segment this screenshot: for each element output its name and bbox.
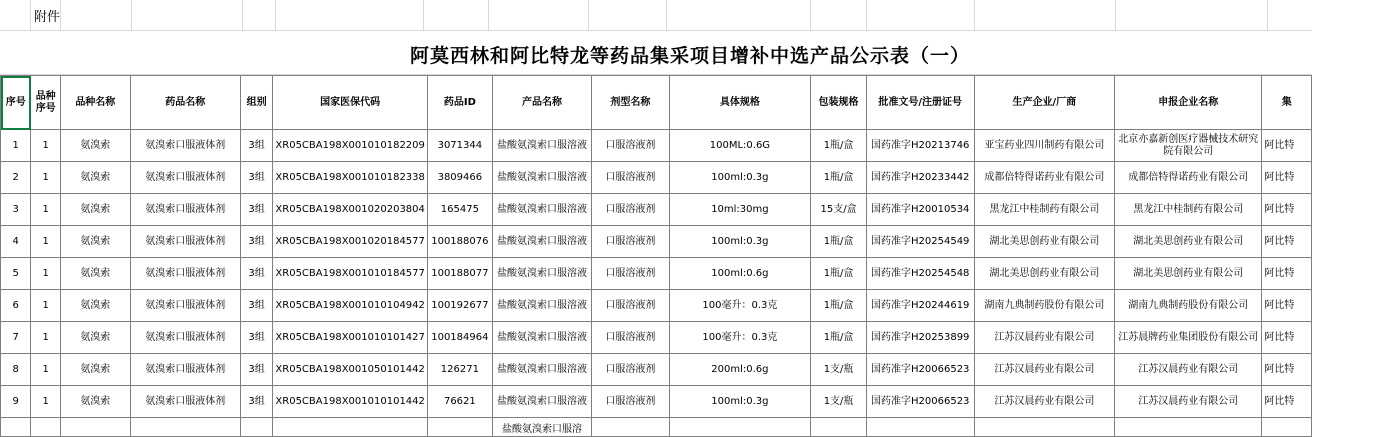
table-cell[interactable] <box>31 418 60 437</box>
table-cell[interactable]: 100184964 <box>427 322 492 354</box>
table-cell[interactable]: 阿比特 <box>1262 322 1312 354</box>
header-row <box>1 76 1312 130</box>
table-cell[interactable]: 3组 <box>240 130 273 162</box>
table-cell[interactable]: 100ml:0.3g <box>669 226 811 258</box>
table-cell[interactable]: 1 <box>31 354 60 386</box>
table-row <box>1 226 1312 258</box>
header-cell[interactable]: 剂型名称 <box>592 76 669 130</box>
header-cell[interactable]: 包装规格 <box>811 76 866 130</box>
table-cell[interactable]: 江苏汉晨药业有限公司 <box>974 354 1114 386</box>
table-cell[interactable]: 8 <box>1 354 31 386</box>
table-cell[interactable] <box>592 418 669 437</box>
table-cell[interactable]: 江苏汉晨药业有限公司 <box>1115 354 1262 386</box>
grid-cell[interactable] <box>975 0 1116 30</box>
table-cell[interactable]: 黑龙江中桂制药有限公司 <box>974 194 1114 226</box>
table-cell[interactable]: XR05CBA198X001010182209 <box>273 130 428 162</box>
table-cell[interactable]: 1 <box>1 130 31 162</box>
header-cell[interactable]: 具体规格 <box>669 76 811 130</box>
table-cell[interactable]: 国药准字H20066523 <box>866 386 974 418</box>
table-cell[interactable]: 100ml:0.3g <box>669 162 811 194</box>
table-row <box>1 322 1312 354</box>
table-cell[interactable]: 100ml:0.6g <box>669 258 811 290</box>
table-cell[interactable]: XR05CBA198X001010184577 <box>273 258 428 290</box>
table-cell[interactable]: 口服溶液剂 <box>592 322 669 354</box>
table-cell[interactable]: 口服溶液剂 <box>592 194 669 226</box>
table-cell[interactable]: 湖南九典制药股份有限公司 <box>974 290 1114 322</box>
grid-cell[interactable] <box>243 0 276 30</box>
table-cell[interactable] <box>866 418 974 437</box>
table-cell[interactable]: 氨溴索 <box>60 290 130 322</box>
table-cell[interactable]: 国药准字H20253899 <box>866 322 974 354</box>
table-cell[interactable] <box>1 418 31 437</box>
table-cell[interactable]: 1瓶/盒 <box>811 322 866 354</box>
annex-label: 附件 <box>34 10 61 25</box>
table-row <box>1 258 1312 290</box>
grid-cell[interactable] <box>132 0 243 30</box>
header-cell[interactable]: 产品名称 <box>492 76 591 130</box>
table-cell[interactable]: 阿比特 <box>1262 290 1312 322</box>
table-cell[interactable]: 7 <box>1 322 31 354</box>
header-cell[interactable]: 批准文号/注册证号 <box>866 76 974 130</box>
table-cell[interactable]: 国药准字H20254549 <box>866 226 974 258</box>
table-row <box>1 386 1312 418</box>
table-cell[interactable] <box>273 418 428 437</box>
table-cell[interactable]: 1 <box>31 226 60 258</box>
grid-cell[interactable] <box>424 0 489 30</box>
table-cell[interactable]: 黑龙江中桂制药有限公司 <box>1115 194 1262 226</box>
table-cell[interactable]: XR05CBA198X001020203804 <box>273 194 428 226</box>
table-cell[interactable]: 盐酸氨溴索口服溶液 <box>492 354 591 386</box>
table-cell[interactable]: 3809466 <box>427 162 492 194</box>
table-cell[interactable]: 6 <box>1 290 31 322</box>
header-cell[interactable]: 药品ID <box>427 76 492 130</box>
table-cell[interactable]: 氨溴索 <box>60 194 130 226</box>
header-cell[interactable]: 药品名称 <box>130 76 240 130</box>
table-cell[interactable]: 1 <box>31 386 60 418</box>
table-cell[interactable]: 100188077 <box>427 258 492 290</box>
table-cell[interactable]: 100188076 <box>427 226 492 258</box>
table-cell[interactable]: XR05CBA198X001010182338 <box>273 162 428 194</box>
table-cell[interactable] <box>60 418 130 437</box>
table-cell[interactable]: 国药准字H20233442 <box>866 162 974 194</box>
table-cell[interactable] <box>427 418 492 437</box>
table-cell[interactable]: 盐酸氨溴索口服溶液 <box>492 130 591 162</box>
table-cell[interactable]: 100192677 <box>427 290 492 322</box>
table-cell[interactable]: 成都倍特得诺药业有限公司 <box>974 162 1114 194</box>
table-cell[interactable]: 3071344 <box>427 130 492 162</box>
table-cell[interactable]: 5 <box>1 258 31 290</box>
table-cell[interactable]: 阿比特 <box>1262 258 1312 290</box>
table-cell[interactable] <box>1115 418 1262 437</box>
table-cell[interactable]: 氨溴索 <box>60 162 130 194</box>
table-cell[interactable]: 2 <box>1 162 31 194</box>
table-cell[interactable]: 1 <box>31 290 60 322</box>
table-cell[interactable]: 国药准字H20254548 <box>866 258 974 290</box>
table-cell[interactable]: 氨溴索口服液体剂 <box>130 226 240 258</box>
header-cell[interactable]: 集 <box>1262 76 1312 130</box>
table-cell[interactable]: 126271 <box>427 354 492 386</box>
table-cell[interactable] <box>1262 418 1312 437</box>
table-cell[interactable]: 200ml:0.6g <box>669 354 811 386</box>
table-cell[interactable]: 165475 <box>427 194 492 226</box>
table-cell[interactable]: 4 <box>1 226 31 258</box>
table-cell[interactable]: 盐酸氨溴索口服溶液 <box>492 194 591 226</box>
table-cell[interactable] <box>669 418 811 437</box>
table-cell[interactable]: XR05CBA198X001020184577 <box>273 226 428 258</box>
table-cell[interactable]: 3组 <box>240 194 273 226</box>
table-row <box>1 162 1312 194</box>
table-row <box>1 418 1312 437</box>
table-cell[interactable]: 1瓶/盒 <box>811 226 866 258</box>
table-cell[interactable]: 3组 <box>240 258 273 290</box>
table-cell[interactable]: 盐酸氨溴索口服溶液 <box>492 226 591 258</box>
table-cell[interactable]: 1瓶/盒 <box>811 130 866 162</box>
table-cell[interactable]: 口服溶液剂 <box>592 354 669 386</box>
table-cell[interactable]: 国药准字H20066523 <box>866 354 974 386</box>
header-cell[interactable]: 生产企业/厂商 <box>974 76 1114 130</box>
table-cell[interactable]: 100ml:0.3g <box>669 386 811 418</box>
table-cell[interactable]: 口服溶液剂 <box>592 386 669 418</box>
table-cell[interactable]: 北京亦嘉新创医疗器械技术研究院有限公司 <box>1115 130 1262 162</box>
grid-cell[interactable] <box>276 0 424 30</box>
header-cell[interactable]: 品种序号 <box>31 76 60 130</box>
table-cell[interactable]: 3组 <box>240 354 273 386</box>
table-cell[interactable]: 亚宝药业四川制药有限公司 <box>974 130 1114 162</box>
table-cell[interactable]: 成都倍特得诺药业有限公司 <box>1115 162 1262 194</box>
table-cell[interactable]: 1支/瓶 <box>811 386 866 418</box>
table-cell[interactable]: 盐酸氨溴索口服溶液 <box>492 162 591 194</box>
table-cell[interactable]: 100毫升：0.3克 <box>669 290 811 322</box>
table-cell[interactable]: 1瓶/盒 <box>811 162 866 194</box>
table-cell[interactable]: 氨溴索口服液体剂 <box>130 194 240 226</box>
grid-cell[interactable] <box>1116 0 1268 30</box>
table-cell[interactable]: 国药准字H20244619 <box>866 290 974 322</box>
table-cell[interactable]: 氨溴索口服液体剂 <box>130 290 240 322</box>
table-cell[interactable]: 湖北美思创药业有限公司 <box>1115 258 1262 290</box>
table-cell[interactable]: 国药准字H20010534 <box>866 194 974 226</box>
header-cell[interactable]: 序号 <box>1 76 31 130</box>
table-cell[interactable]: 江苏汉晨药业有限公司 <box>974 386 1114 418</box>
table-cell[interactable]: 1 <box>31 258 60 290</box>
table-cell[interactable]: 10ml:30mg <box>669 194 811 226</box>
table-cell[interactable]: 15支/盒 <box>811 194 866 226</box>
table-cell[interactable]: 口服溶液剂 <box>592 162 669 194</box>
table-cell[interactable]: 3 <box>1 194 31 226</box>
table-cell[interactable]: 氨溴索口服液体剂 <box>130 258 240 290</box>
table-cell[interactable]: 湖北美思创药业有限公司 <box>974 226 1114 258</box>
table-cell[interactable]: 盐酸氨溴索口服溶 <box>492 418 591 437</box>
table-cell[interactable]: 国药准字H20213746 <box>866 130 974 162</box>
table-cell[interactable]: 湖南九典制药股份有限公司 <box>1115 290 1262 322</box>
table-cell[interactable]: 氨溴索 <box>60 322 130 354</box>
table-cell[interactable]: 1瓶/盒 <box>811 290 866 322</box>
table-cell[interactable]: XR05CBA198X001010101427 <box>273 322 428 354</box>
table-cell[interactable]: 1瓶/盒 <box>811 258 866 290</box>
table-cell[interactable]: XR05CBA198X001010101442 <box>273 386 428 418</box>
table-cell[interactable]: XR05CBA198X001050101442 <box>273 354 428 386</box>
table-cell[interactable]: 3组 <box>240 226 273 258</box>
table-row <box>1 194 1312 226</box>
table-cell[interactable]: 3组 <box>240 322 273 354</box>
grid-cell[interactable] <box>589 0 667 30</box>
table-cell[interactable]: 阿比特 <box>1262 386 1312 418</box>
data-table <box>0 75 1312 437</box>
table-cell[interactable]: 100ML:0.6G <box>669 130 811 162</box>
table-cell[interactable]: 100毫升：0.3克 <box>669 322 811 354</box>
table-cell[interactable]: 1 <box>31 130 60 162</box>
table-cell[interactable]: 阿比特 <box>1262 226 1312 258</box>
table-cell[interactable]: 氨溴索 <box>60 386 130 418</box>
table-cell[interactable]: 阿比特 <box>1262 130 1312 162</box>
grid-cell[interactable] <box>61 0 132 30</box>
table-cell[interactable] <box>811 418 866 437</box>
table-cell[interactable]: 76621 <box>427 386 492 418</box>
table-cell[interactable]: 3组 <box>240 290 273 322</box>
table-cell[interactable]: 1 <box>31 162 60 194</box>
table-cell[interactable]: 盐酸氨溴索口服溶液 <box>492 258 591 290</box>
table-cell[interactable] <box>974 418 1114 437</box>
table-cell[interactable]: 阿比特 <box>1262 162 1312 194</box>
table-cell[interactable]: 口服溶液剂 <box>592 226 669 258</box>
title-row <box>0 31 1312 75</box>
table-cell[interactable]: 阿比特 <box>1262 194 1312 226</box>
table-cell[interactable]: 氨溴索口服液体剂 <box>130 322 240 354</box>
table-cell[interactable]: 氨溴索口服液体剂 <box>130 386 240 418</box>
table-cell[interactable]: 盐酸氨溴索口服溶液 <box>492 322 591 354</box>
table-cell[interactable]: 口服溶液剂 <box>592 258 669 290</box>
table-cell[interactable]: 氨溴索 <box>60 354 130 386</box>
table-body <box>1 130 1312 437</box>
table-cell[interactable]: 湖北美思创药业有限公司 <box>1115 226 1262 258</box>
table-cell[interactable] <box>240 418 273 437</box>
table-cell[interactable]: 1支/瓶 <box>811 354 866 386</box>
header-cell[interactable]: 国家医保代码 <box>273 76 428 130</box>
table-cell[interactable]: 盐酸氨溴索口服溶液 <box>492 386 591 418</box>
grid-top-row <box>0 0 1312 31</box>
table-cell[interactable]: 1 <box>31 322 60 354</box>
table-cell[interactable]: 氨溴索口服液体剂 <box>130 162 240 194</box>
grid-cell[interactable] <box>867 0 975 30</box>
table-cell[interactable]: 江苏晨牌药业集团股份有限公司 <box>1115 322 1262 354</box>
table-cell[interactable]: 氨溴索 <box>60 226 130 258</box>
table-cell[interactable]: 盐酸氨溴索口服溶液 <box>492 290 591 322</box>
table-row <box>1 354 1312 386</box>
table-cell[interactable]: 江苏汉晨药业有限公司 <box>1115 386 1262 418</box>
table-cell[interactable]: 3组 <box>240 162 273 194</box>
table-cell[interactable]: 1 <box>31 194 60 226</box>
table-cell[interactable]: 氨溴索口服液体剂 <box>130 354 240 386</box>
table-cell[interactable]: 氨溴索口服液体剂 <box>130 130 240 162</box>
page-title: 阿莫西林和阿比特龙等药品集采项目增补中选产品公示表（一） <box>409 45 970 67</box>
table-cell[interactable] <box>130 418 240 437</box>
table-cell[interactable]: 氨溴索 <box>60 130 130 162</box>
table-cell[interactable]: 9 <box>1 386 31 418</box>
table-cell[interactable]: 湖北美思创药业有限公司 <box>974 258 1114 290</box>
table-cell[interactable]: 江苏汉晨药业有限公司 <box>974 322 1114 354</box>
grid-cell[interactable] <box>0 0 31 30</box>
table-cell[interactable]: 氨溴索 <box>60 258 130 290</box>
table-cell[interactable]: 阿比特 <box>1262 354 1312 386</box>
header-cell[interactable]: 组别 <box>240 76 273 130</box>
table-cell[interactable]: 口服溶液剂 <box>592 130 669 162</box>
table-cell[interactable]: XR05CBA198X001010104942 <box>273 290 428 322</box>
grid-cell[interactable] <box>489 0 589 30</box>
grid-cell[interactable] <box>667 0 811 30</box>
header-cell[interactable]: 品种名称 <box>60 76 130 130</box>
header-cell[interactable]: 申报企业名称 <box>1115 76 1262 130</box>
table-cell[interactable]: 3组 <box>240 386 273 418</box>
grid-cell[interactable] <box>811 0 867 30</box>
table-row <box>1 130 1312 162</box>
table-row <box>1 290 1312 322</box>
table-cell[interactable]: 口服溶液剂 <box>592 290 669 322</box>
